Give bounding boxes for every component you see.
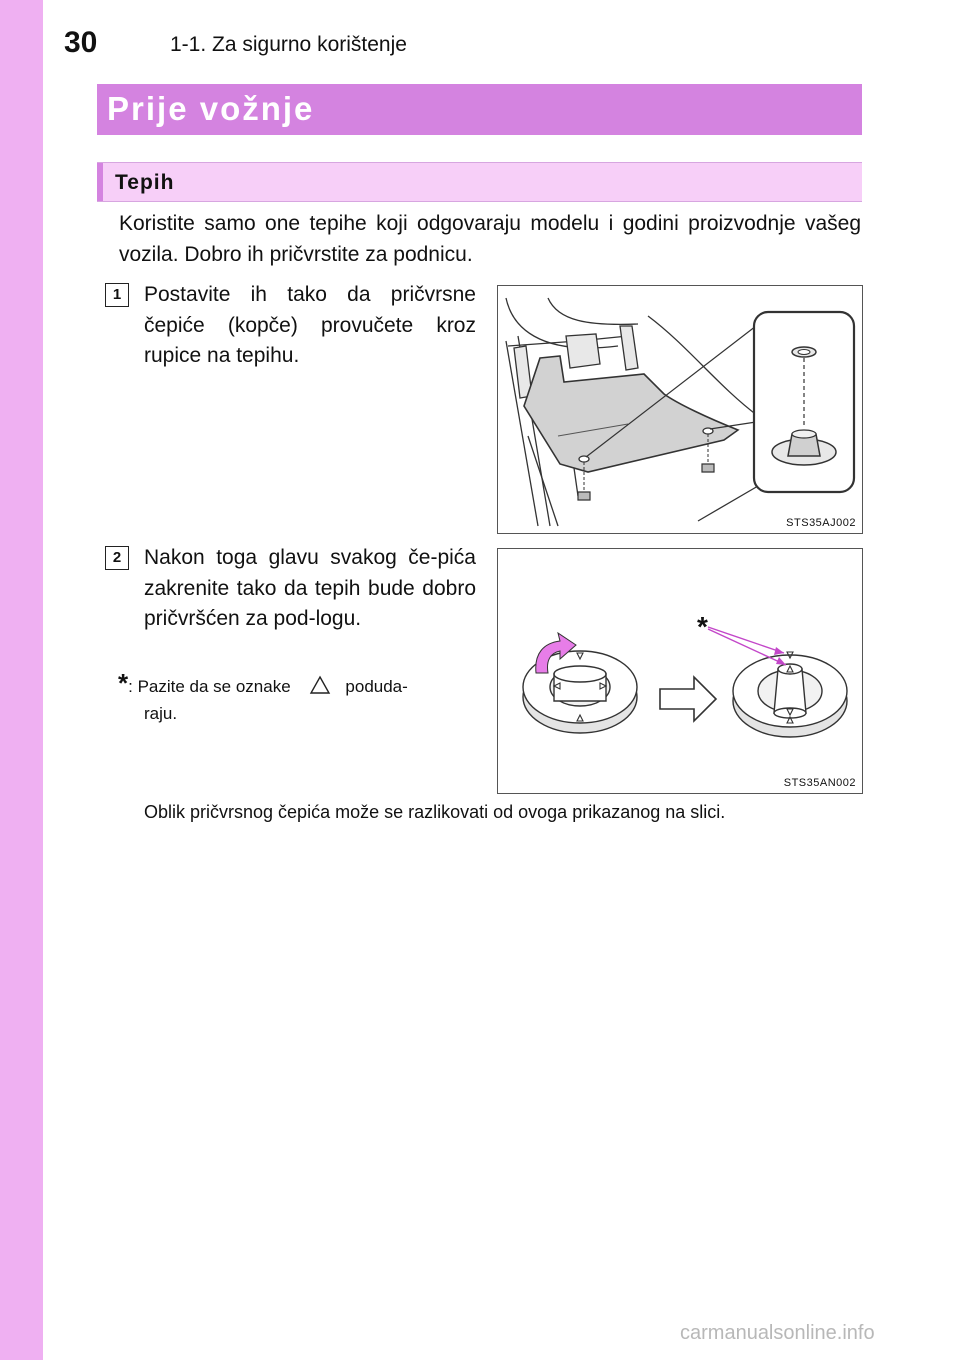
- page-number: 30: [64, 26, 98, 59]
- figure-clip-rotation: [497, 548, 863, 794]
- title-bar: [97, 84, 862, 135]
- page-title: Prije vožnje: [107, 90, 315, 127]
- figure-code-2: STS35AN002: [783, 777, 856, 789]
- clip-rotation-illustration: [498, 549, 862, 793]
- figure-marker-star: *: [697, 611, 708, 642]
- footnote-text-after: poduda-: [345, 677, 408, 696]
- section-path: 1-1. Za sigurno korištenje: [170, 33, 407, 56]
- figure-code-1: STS35AJ002: [786, 517, 856, 529]
- triangle-mark-icon: [309, 675, 331, 695]
- note-text: Oblik pričvrsnog čepića može se razlikovati od ovoga prikazanog na slici.: [144, 802, 726, 822]
- footnote-text-cont: raju.: [144, 704, 178, 723]
- step-number-2: 2: [105, 546, 129, 570]
- footnote: [118, 670, 476, 727]
- subtitle: Tepih: [115, 171, 175, 194]
- subtitle-bar: [97, 162, 862, 202]
- step-text-2: Nakon toga glavu svakog če-pića zakrenite tako da tepih bude dobro pričvršćen za pod-logu.: [144, 546, 476, 630]
- intro-text: Koristite samo one tepihe koji odgovaraju modelu i godini proizvodnje vašeg vozila. Dobro ih pričvrstite za podnicu.: [119, 212, 861, 266]
- step-number-1: 1: [105, 283, 129, 307]
- step-text-1: Postavite ih tako da pričvrsne čepiće (kopče) provučete kroz rupice na tepihu.: [144, 283, 476, 367]
- watermark: carmanualsonline.info: [680, 1322, 875, 1344]
- floor-mat-illustration: [498, 286, 862, 533]
- subtitle-accent: [97, 163, 103, 201]
- side-band: [0, 0, 43, 1360]
- figure-floor-mat: [497, 285, 863, 534]
- footnote-star: *: [118, 668, 129, 698]
- footnote-text-before: : Pazite da se oznake: [128, 677, 291, 696]
